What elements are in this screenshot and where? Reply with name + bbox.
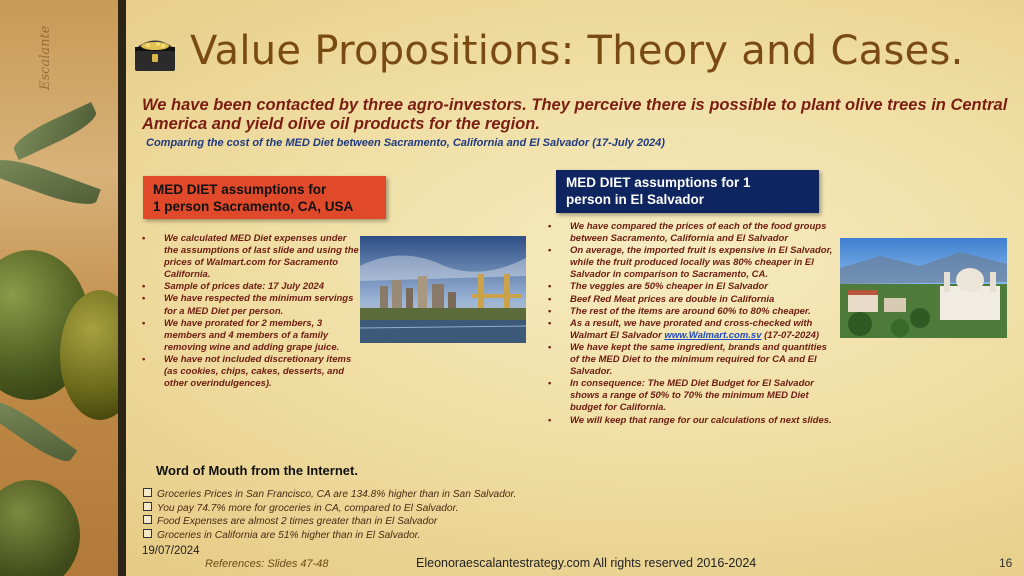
el-salvador-assumptions-header <box>556 170 819 213</box>
list-item: • We have prorated for 2 members, 3 members and 4 members of a family removing wine and adding grape juice. <box>140 318 362 354</box>
list-item: • In consequence: The MED Diet Budget for El Salvador shows a range of 50% to 70% the minimum MED Diet budget for California. <box>546 378 838 414</box>
list-item: • Sample of prices date: 17 July 2024 <box>140 281 362 293</box>
el-salvador-assumptions-list <box>546 221 838 427</box>
slide-date: 19/07/2024 <box>142 545 200 557</box>
header-line: 1 person Sacramento, CA, USA <box>153 199 354 214</box>
references: References: Slides 47-48 <box>205 558 329 570</box>
word-of-mouth-list <box>143 488 563 542</box>
checkbox-icon <box>143 529 152 538</box>
list-item: • We calculated MED Diet expenses under the assumptions of last slide and using the prices of Walmart.com for Sacramento California. <box>140 233 362 281</box>
treasure-chest-icon <box>132 34 178 74</box>
decorative-olive-panel <box>0 0 118 576</box>
san-salvador-city-photo <box>840 238 1007 338</box>
list-item: • On average, the imported fruit is expensive in El Salvador, while the fruit produced locally was 80% cheaper in El Salvador in comparison to Sacramento, CA. <box>546 245 838 281</box>
list-item <box>143 502 563 516</box>
subheading: Comparing the cost of the MED Diet between Sacramento, California and El Salvador (17-July 2024) <box>146 137 665 149</box>
checkbox-icon <box>143 515 152 524</box>
signature: Escalante <box>38 25 53 90</box>
list-item: • We have kept the same ingredient, brands and quantities of the MED Diet to the minimum required for CA and El Salvador. <box>546 342 838 378</box>
word-of-mouth-title: Word of Mouth from the Internet. <box>156 463 358 478</box>
walmart-sv-link[interactable]: www.Walmart.com.sv <box>664 329 762 341</box>
list-item: • We have respected the minimum servings for a MED Diet per person. <box>140 293 362 317</box>
slide-title: Value Propositions: Theory and Cases. <box>190 28 964 74</box>
list-item-text: You pay 74.7% more for groceries in CA, compared to El Salvador. <box>157 502 459 514</box>
page-number: 16 <box>999 556 1013 570</box>
list-item <box>143 529 563 543</box>
checkbox-icon <box>143 502 152 511</box>
sacramento-assumptions-list <box>140 233 362 390</box>
list-item: • We have compared the prices of each of the food groups between Sacramento, California and El Salvador <box>546 221 838 245</box>
sacramento-skyline-photo <box>360 236 526 343</box>
list-item <box>143 488 563 502</box>
olive-leaf <box>0 152 101 212</box>
list-item-text: Groceries Prices in San Francisco, CA are 134.8% higher than in San Salvador. <box>157 489 517 500</box>
olive-leaf <box>10 102 101 160</box>
intro-text: We have been contacted by three agro-investors. They perceive there is possible to plant olive trees in Central America and yield olive oil products for the region. <box>142 96 1008 133</box>
list-item-text: Groceries in California are 51% higher than in El Salvador. <box>157 529 421 541</box>
list-item: • The veggies are 50% cheaper in El Salvador <box>546 281 838 293</box>
list-item <box>143 515 563 529</box>
walmart-text: As a result, we have prorated and cross-checked with Walmart El Salvador <box>570 317 813 341</box>
list-item: • The rest of the items are around 60% to 80% cheaper. <box>546 306 838 318</box>
header-line: person in El Salvador <box>566 192 705 207</box>
header-line: MED DIET assumptions for <box>153 182 327 197</box>
list-item-text: Food Expenses are almost 2 times greater than in El Salvador <box>157 516 438 528</box>
olive-leaf <box>0 393 77 468</box>
list-item: • We have not included discretionary items (as cookies, chips, cakes, desserts, and other overindulgences). <box>140 354 362 390</box>
footer-copyright: Eleonoraescalantestrategy.com All rights reserved 2016-2024 <box>416 556 757 570</box>
list-item: • We will keep that range for our calculations of next slides. <box>546 415 838 427</box>
checkbox-icon <box>143 488 152 497</box>
walmart-date: (17-07-2024) <box>761 329 820 341</box>
header-line: MED DIET assumptions for 1 <box>566 175 751 190</box>
sacramento-assumptions-header <box>143 176 386 219</box>
divider-bar <box>118 0 126 576</box>
olive-fruit <box>0 480 80 576</box>
list-item <box>546 318 838 342</box>
list-item: • Beef Red Meat prices are double in California <box>546 294 838 306</box>
